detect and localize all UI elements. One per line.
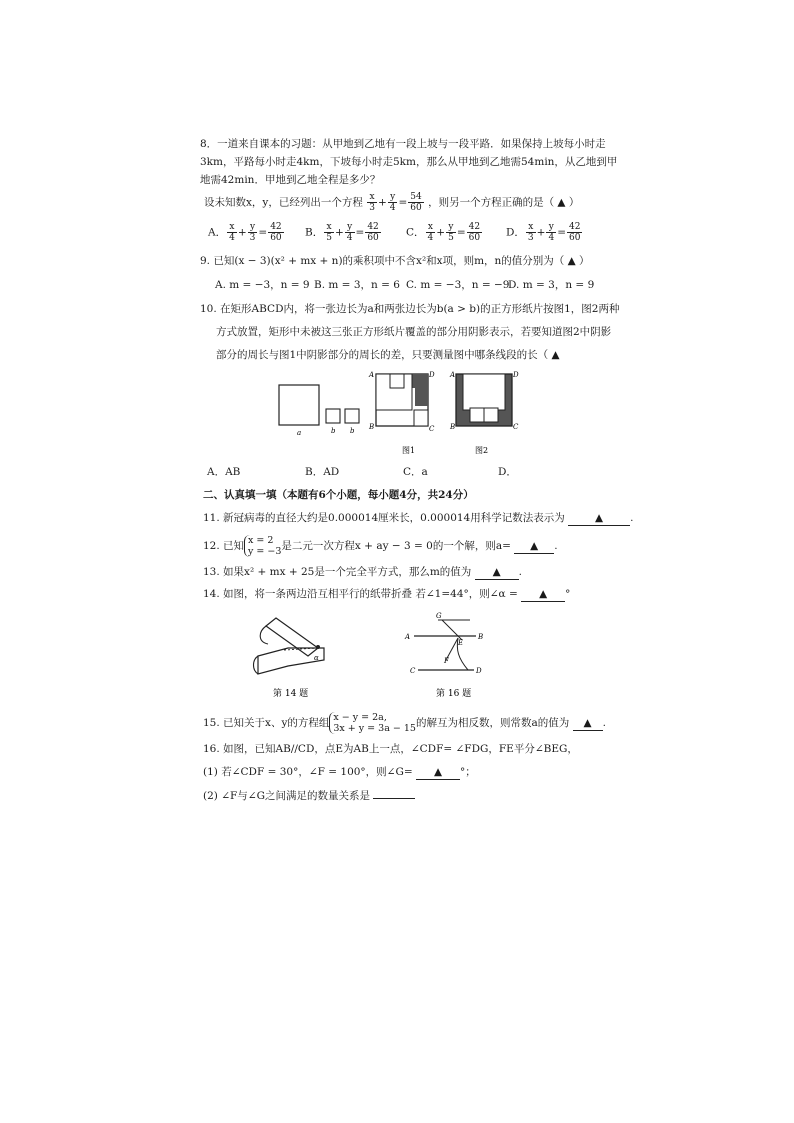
label-E: E	[458, 639, 464, 647]
q16-part-2	[203, 789, 415, 803]
fig1-square-b-top	[390, 374, 404, 388]
q15: 15. 已知关于x、y的方程组 x − y = 2a, 3x + y = 3a − 15 的解互为相反数，则常数a的值为 ▲ .	[203, 712, 606, 734]
q10-line-2: 方式放置，矩形中未被这三张正方形纸片覆盖的部分用阴影表示，若要知道图2中阴影	[216, 326, 612, 338]
fig2-caption: 图2	[475, 446, 489, 455]
q14-text: 14. 如图，将一条两边沿互相平行的纸带折叠 若∠1=44°，则∠α =	[203, 588, 518, 600]
q14-answer-blank[interactable]: ▲	[521, 587, 565, 602]
fig2-square-a	[463, 374, 505, 410]
label-a: a	[297, 429, 302, 437]
label-C: C	[410, 667, 416, 675]
angle-dot	[316, 645, 320, 649]
label-b-2: b	[350, 427, 355, 435]
q11: 11. 新冠病毒的直径大约是0.000014厘米长，0.000014用科学记数法表示为 ▲ .	[203, 512, 634, 524]
tape-upper	[266, 618, 318, 656]
q8-prompt: 设未知数x，y，已经列出一个方程 $\frac{x}{3}$ + $\frac{y}{4}$ = $\frac{54}{60}$ ，则另一个方程正确的是（ ▲ ）	[204, 192, 580, 213]
q16-p1-before: (1) 若∠CDF = 30°，∠F = 100°，则∠G=	[203, 766, 413, 778]
q14-figure	[248, 608, 338, 703]
q16-stem: 16. 如图，已知AB//CD，点E为AB上一点，∠CDF= ∠FDG，FE平分∠BEG，	[203, 743, 578, 755]
q16-caption: 第 16 题	[436, 689, 472, 699]
q16-figure	[400, 606, 500, 701]
line-eg	[442, 620, 462, 640]
label-A: A	[405, 633, 411, 641]
square-b-1	[326, 409, 340, 423]
tape-curl	[260, 626, 268, 644]
fig2-label-C: C	[513, 423, 519, 431]
q14-caption: 第 14 题	[273, 689, 309, 699]
q15-answer-blank[interactable]: ▲	[573, 716, 603, 731]
fig2-label-A: A	[450, 371, 456, 379]
q11-answer-blank[interactable]: ▲	[568, 511, 630, 526]
q16-p2-text: (2) ∠F与∠G之间满足的数量关系是	[203, 790, 370, 802]
q12-answer-blank[interactable]: ▲	[514, 539, 554, 554]
q9-option-d: D. m = 3，n = 9	[508, 279, 595, 291]
fig1-label-C: C	[429, 425, 435, 433]
q12-before: 12. 已知	[203, 540, 245, 552]
q12-after: 是二元一次方程x + ay − 3 = 0的一个解，则a=	[281, 540, 511, 552]
fig2-square-b-2	[484, 408, 498, 422]
section2-title: 二、认真填一填（本题有6个小题，每小题4分，共24分）	[203, 489, 474, 501]
label-b-1: b	[331, 427, 336, 435]
q8-eq-term-b: $\frac{y}{4}$	[389, 192, 396, 213]
fig1-square-b-bottom	[414, 410, 428, 426]
q13-text: 13. 如果x² + mx + 25是一个完全平方式，那么m的值为	[203, 566, 472, 578]
q8-eq-rhs: $\frac{54}{60}$	[410, 192, 422, 213]
fig1-caption: 图1	[402, 446, 416, 455]
fig1-label-D: D	[429, 371, 435, 379]
label-F: F	[444, 657, 449, 665]
q10-line-1: 10. 在矩形ABCD内，将一张边长为a和两张边长为b(a > b)的正方形纸片按图1，图2两种	[200, 303, 620, 315]
q9-stem: 9. 已知(x − 3)(x² + mx + n)的乘积项中不含x²和x项，则m，n的值分别为（ ▲ ）	[200, 255, 590, 267]
q8-option-a: A． $\frac{x}{4}$ + $\frac{y}{3}$ = $\frac{42}{60}$	[208, 222, 282, 243]
fig1-label-A: A	[369, 371, 375, 379]
label-D: D	[476, 667, 482, 675]
q10-figure	[270, 365, 530, 460]
q9-option-c: C. m = −3，n = −9	[406, 279, 510, 291]
q16-part-1	[203, 765, 476, 780]
q15-after: 的解互为相反数，则常数a的值为	[415, 717, 570, 729]
q15-system: x − y = 2a, 3x + y = 3a − 15	[329, 712, 416, 734]
label-G: G	[436, 612, 442, 620]
alpha-label: α	[314, 654, 319, 662]
q10-option-c: C．a	[403, 466, 428, 478]
fig2-label-B: B	[450, 423, 456, 431]
q8-prompt-after: ，则另一个方程正确的是（ ▲ ）	[428, 196, 580, 209]
q10-option-a: A．AB	[207, 466, 241, 478]
q8-option-c: C． $\frac{x}{4}$ + $\frac{y}{5}$ = $\frac{42}{60}$	[406, 222, 481, 243]
q8-line-3: 地需42min．甲地到乙地全程是多少？	[200, 174, 381, 186]
q10-option-d: D．	[498, 466, 517, 478]
fig1-shade-right	[415, 374, 428, 406]
square-a	[279, 385, 319, 425]
q16-p2-answer-blank[interactable]	[373, 798, 415, 799]
label-B: B	[478, 633, 484, 641]
q13-answer-blank[interactable]: ▲	[475, 565, 519, 580]
q11-text: 11. 新冠病毒的直径大约是0.000014厘米长，0.000014用科学记数法表示为	[203, 512, 565, 524]
fig2-square-b-1	[470, 408, 484, 422]
q10-line-3: 部分的周长与图1中阴影部分的周长的差，只要测量图中哪条线段的长（ ▲	[216, 349, 560, 361]
q9-option-b: B. m = 3，n = 6	[314, 279, 400, 291]
q8-line-1: 8．一道来自课本的习题：从甲地到乙地有一段上坡与一段平路．如果保持上坡每小时走	[200, 138, 606, 150]
q8-option-b: B． $\frac{x}{5}$ + $\frac{y}{4}$ = $\frac{42}{60}$	[305, 222, 379, 243]
q16-p1-after: °；	[460, 766, 476, 778]
fig2-label-D: D	[513, 371, 519, 379]
q9-option-a: A. m = −3，n = 9	[215, 279, 310, 291]
q14-unit: °	[565, 588, 571, 600]
q15-before: 15. 已知关于x、y的方程组	[203, 717, 330, 729]
square-b-2	[345, 409, 359, 423]
q12-system: x = 2 y = −3	[244, 535, 281, 557]
q16-p1-answer-blank[interactable]: ▲	[416, 765, 460, 780]
q8-line-2: 3km，平路每小时走4km，下坡每小时走5km，那么从甲地到乙地需54min，从乙地到甲	[200, 156, 618, 168]
tape-fold-left	[254, 656, 259, 674]
q8-eq-term-a: $\frac{x}{3}$	[369, 192, 375, 213]
q10-option-b: B．AD	[305, 466, 340, 478]
q12: 12. 已知 x = 2 y = −3 是二元一次方程x + ay − 3 = 0的一个解，则a= ▲ .	[203, 535, 558, 557]
q14	[203, 587, 570, 602]
q8-prompt-before: 设未知数x，y，已经列出一个方程	[204, 196, 363, 209]
fig1-label-B: B	[369, 423, 375, 431]
q8-option-d: D． $\frac{x}{3}$ + $\frac{y}{4}$ = $\frac{42}{60}$	[506, 222, 581, 243]
q13: 13. 如果x² + mx + 25是一个完全平方式，那么m的值为 ▲ .	[203, 566, 522, 578]
